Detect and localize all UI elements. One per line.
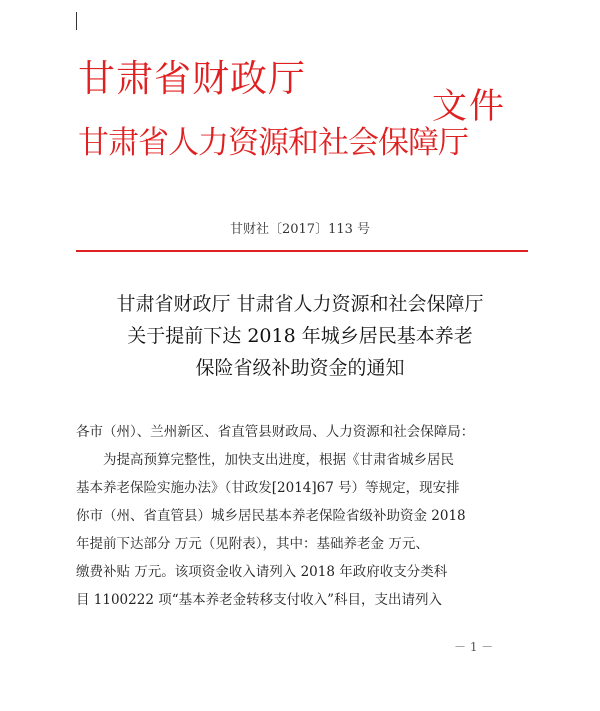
addressee-line: 各市（州）、兰州新区、省直管县财政局、人力资源和社会保障局： <box>76 424 475 440</box>
body-line: 你市（州、省直管县）城乡居民基本养老保险省级补助资金 2018 <box>76 508 466 524</box>
body-line: 目 1100222 项“基本养老金转移支付收入”科目，支出请列入 <box>76 592 443 608</box>
red-header-rule <box>76 250 528 252</box>
text-cursor-mark <box>76 12 77 30</box>
document-title <box>0 288 600 384</box>
issuer-name-finance: 甘肃省财政厅 <box>78 57 306 100</box>
body-line: 年提前下达部分 万元（见附表），其中：基础养老金 万元、 <box>76 536 429 552</box>
title-line: 关于提前下达 2018 年城乡居民基本养老 <box>127 325 473 347</box>
document-body <box>76 418 528 614</box>
title-line: 保险省级补助资金的通知 <box>195 357 405 379</box>
document-word: 文件 <box>432 87 507 127</box>
title-line: 甘肃省财政厅 甘肃省人力资源和社会保障厅 <box>116 293 484 315</box>
page-number: － 1 － <box>454 640 494 654</box>
body-line: 为提高预算完整性，加快支出进度，根据《甘肃省城乡居民 <box>103 452 454 468</box>
body-line: 缴费补贴 万元。该项资金收入请列入 2018 年政府收支分类科 <box>76 564 448 580</box>
issuer-name-hrss: 甘肃省人力资源和社会保障厅 <box>78 125 468 161</box>
body-line: 基本养老保险实施办法》（甘政发[2014]67 号）等规定，现安排 <box>76 480 460 496</box>
document-number: 甘财社〔2017〕113 号 <box>229 222 371 237</box>
